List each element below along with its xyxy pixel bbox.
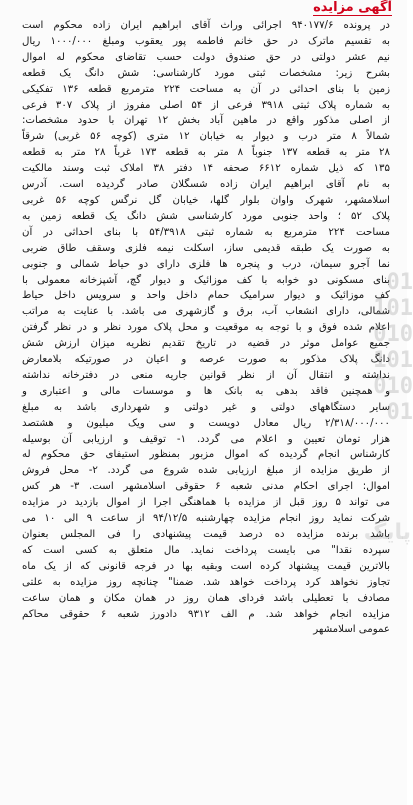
ad-text-line: ۲/۳۱۸/۰۰۰/۰۰۰ ریال معادل دویست و سی ویک میلیون و هشتصد: [22, 417, 390, 429]
ad-text-line: به شماره پلاک ثبتی ۳۹۱۸ فرعی از ۵۴ اصلی مفروز از پلاک ۳۰۷ فرعی: [22, 99, 391, 111]
ad-title: آگهی مزایده: [313, 0, 392, 15]
ad-text-line: اموال: اجرای احکام مدنی شعبه ۶ حقوقی اسلامشهر است. ۳- هر کس: [22, 481, 391, 493]
ad-text-line: کارشناس انجام گردیده که اموال مزبور بمنظور استیفای حق محکوم له: [22, 449, 390, 461]
watermark-digit-row: 010: [373, 374, 413, 399]
ad-text-line: اعلام شده فوق و با توجه به موقعیت و محل پلاک مورد نظر و در نظر گرفتن: [22, 322, 390, 334]
ad-text-line: کف موزائیک و دیوار سرامیک حمام داخل واحد و سرویس داخل حیاط: [22, 290, 390, 302]
ad-header: [120, 0, 400, 16]
ad-text-line: به صورت یک طبقه قدیمی ساز، اسکلت نیمه فلزی وسقف طاق ضربی: [22, 242, 390, 254]
ad-text-line: نیم عشر دولتی در حق صندوق دولت حسب تقاضای محکوم له اموال: [22, 51, 390, 63]
ad-text-line: مساحت ۲۲۴ مترمربع به شماره ثبتی ۵۴/۳۹۱۸ با بنای احداثی در آن: [22, 226, 390, 238]
ad-text-line: سپرده نقدا" می بایست پرداخت نماید. مال متعلق به کسی است که: [22, 544, 390, 556]
ad-text-line: ۲۸ متر به قطعه ۱۳۷ جنوباً ۸ متر به قطعه ۱۷۳ غرباً ۲۸ متر به قطعه: [22, 147, 390, 159]
ad-text-line: هزار تومان تعیین و اعلام می گردد. ۱- توقیف و ارزیابی آن بوسیله: [22, 433, 390, 445]
ad-text-line: از طریق مزایده از مبلغ ارزیابی شده شروع می گردد. ۲- محل فروش: [22, 465, 390, 477]
ad-text-line: بشرح زیر: مشخصات ثبتی مورد کارشناسی: شش دانگ یک قطعه: [22, 67, 390, 79]
ad-text-line: شرکت نماید روز انجام مزایده چهارشنبه ۹۴/۱۲/۵ از ساعت ۹ الی ۱۰ می: [22, 513, 391, 525]
ad-text-line: مزایده انجام خواهد شد. م الف ۹۳۱۲ دادورز شعبه ۶ حقوقی محاکم: [22, 608, 390, 620]
ad-text-line: در پرونده ۹۴۰۱۷۷/۶ اجرائی وراث آقای ابراهیم ایران زاده محکوم است: [22, 20, 390, 31]
watermark-digit-row: 101: [373, 296, 413, 321]
ad-text-line: بنای مسکونی دو خوابه با کف موزائیک و دیوار گچ، آشپزخانه معمولی با: [22, 274, 390, 286]
ad-text-line: عمومی اسلامشهر: [313, 624, 390, 636]
ad-text-line: و همچنین فاقد بدهی به بانک ها و موسسات مالی و اعتباری و: [22, 385, 390, 397]
ad-text-line: به نام آقای ابراهیم ایران زاده شسگلان صادر گردیده است. آدرس: [22, 179, 390, 191]
ad-text-line: مصادف با تعطیلی باشد فردای همان روز در همان مکان و همان ساعت: [22, 592, 390, 604]
ad-text-line: زمین با بنای احداثی در آن به مساحت ۲۲۴ مترمربع قطعه ۱۳۶ تفکیکی: [22, 83, 391, 95]
watermark-digit-row: 01: [386, 400, 413, 425]
watermark-digit-row: 010: [373, 322, 413, 347]
watermark-digit-row: 101: [373, 348, 413, 373]
ad-text-line: از اصلی مذکور واقع در ماهین آباد بخش ۱۲ تهران با حدود مشخصات:: [22, 115, 390, 127]
ad-text-line: پلاک ۵۲ ؛ واحد جنوبی مورد کارشناسی شش دانگ یک قطعه زمین به: [22, 210, 390, 222]
ad-text-line: نما آجرو سیمان، درب و پنجره ها فلزی دارای دو حیاط شمالی و جنوبی: [22, 258, 390, 270]
ad-text-line: بالاترین قیمت پیشنهاد کرده است وبقیه بها در فرجه قانونی که از یک ماه: [22, 560, 390, 572]
ad-text-line: نداشته و انتقال آن از نظر قوانین جاریه منعی در دفترخانه نداشته: [22, 369, 390, 381]
ad-body-text: [22, 18, 390, 783]
ad-text-line: دانگ پلاک مذکور به صورت عرصه و اعیان در صورتیکه بلامعارض: [22, 354, 390, 366]
ad-text-line: به تقسیم ماترک در حق خانم فاطمه پور یعقوب ومبلغ ۱۰۰۰/۰۰۰ ریال: [22, 35, 391, 47]
watermark-digit-row: 01: [386, 270, 413, 295]
ad-text-line: تجاوز نخواهد کرد پرداخت خواهد شد. ضمنا" چنانچه روز مزایده به علتی: [22, 576, 390, 588]
ad-text-line: می تواند ۵ روز قبل از مزایده با هماهنگی اجرا از اموال بازدید در مزایده: [22, 497, 390, 509]
ad-text-line: شمالاً ۸ متر درب و دیوار به خیابان ۱۲ متری (کوچه ۵۶ غربی) شرقاً: [22, 131, 390, 143]
ad-text-line: اسلامشهر، شهرک واوان بلوار گلها، خیابان گل نرگس کوچه ۵۶ غربی: [22, 194, 391, 206]
ad-text-line: شمالی، دارای انشعاب آب، برق و گازشهری می باشد. با عنایت به مراتب: [22, 306, 390, 318]
watermark-text: پایگ: [363, 520, 411, 545]
ad-text-line: سایر دستگاههای دولتی و غیر دولتی و شهرداری باشد به مبلغ: [22, 401, 390, 413]
ad-text-line: باشد برنده مزایده ده درصد قیمت پیشنهادی را فی المجلس بعنوان: [22, 529, 390, 540]
ad-text-line: ۱۳۵ که ذیل شماره ۶۶۱۲ صحفه ۱۴ دفتر ۳۸ املاک ثبت وسند مالکیت: [22, 163, 390, 175]
ad-text-line: جمیع عوامل موثر در قضیه در تاریخ تقدیم نظریه میزان ارزش شش: [22, 338, 390, 350]
